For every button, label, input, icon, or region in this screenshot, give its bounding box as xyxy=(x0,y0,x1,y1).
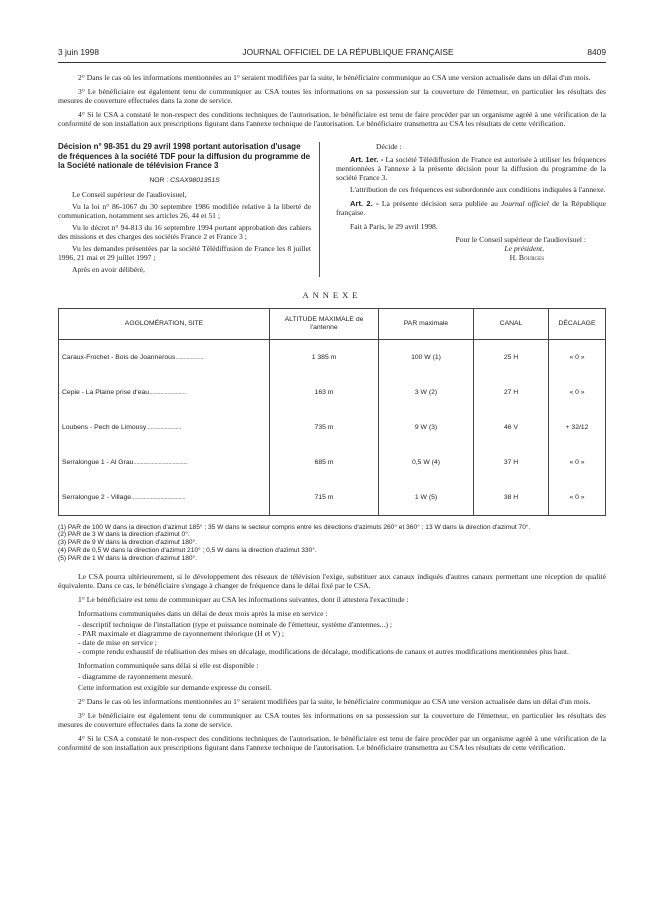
header-site: AGGLOMÉRATION, SITE xyxy=(59,308,270,339)
nor-value: CSAX9801351S xyxy=(170,176,220,184)
cell-par: 0,5 W (4) xyxy=(379,445,474,480)
top-paragraph: 4° Si le CSA a constaté le non-respect des conditions techniques de l'autorisation, le bénéficiaire est tenu de faire procéder par un organisme agréé à une vérification de la conformité de son installation aux prescriptions figurant dans l'annexe technique de l'autorisation. Le bénéficiaire transmettra au CSA les résultats de cette vérification. xyxy=(58,110,606,128)
cell-canal: 46 V xyxy=(474,410,549,445)
header-page-number: 8409 xyxy=(587,47,606,57)
footnote: (5) PAR de 1 W dans la direction d'azimut 180°. xyxy=(58,554,198,562)
nor-reference xyxy=(58,176,311,185)
decide-heading: Décide : xyxy=(376,142,402,151)
done-at: Fait à Paris, le 29 avril 1998. xyxy=(350,222,438,231)
decision-right-column xyxy=(336,142,606,277)
header-date: 3 juin 1998 xyxy=(58,47,99,57)
body-paragraph: Information communiquée sans délai si elle est disponible : xyxy=(78,661,259,671)
cell-decalage: « 0 » xyxy=(549,375,606,410)
article-2 xyxy=(336,199,606,217)
cell-decalage: « 0 » xyxy=(549,480,606,516)
cell-site: Serralongue 1 - Al Grau....................................... xyxy=(59,445,270,480)
cell-canal: 37 H xyxy=(474,445,549,480)
info-list xyxy=(58,620,606,656)
body-paragraph: 2° Dans le cas où les informations mentionnées au 1° seraient modifiées par la suite, le bénéficiaire communique au CSA une version actualisée dans un délai d'un mois. xyxy=(78,697,591,707)
header-canal: CANAL xyxy=(474,308,549,339)
cell-par: 1 W (5) xyxy=(379,480,474,516)
header-par: PAR maximale xyxy=(379,308,474,339)
signoff: Pour le Conseil supérieur de l'audiovisuel : xyxy=(455,235,586,244)
top-paragraph: 2° Dans le cas où les informations mentionnées au 1° seraient modifiées par la suite, le bénéficiaire communique au CSA une version actualisée dans un délai d'un mois. xyxy=(78,73,591,82)
body-paragraph: 1° Le bénéficiaire est tenu de communiquer au CSA les informations suivantes, dont il attestera l'exactitude : xyxy=(78,595,409,605)
header-altitude: ALTITUDE MAXIMALE de l'antenne xyxy=(270,308,379,339)
cell-altitude: 735 m xyxy=(270,410,379,445)
page-header xyxy=(58,48,606,60)
frequency-table xyxy=(58,308,606,516)
preamble-line: Vu les demandes présentées par la société Télédiffusion de France les 8 juillet 1996, 21 mai et 29 juillet 1997 ; xyxy=(58,243,311,262)
preamble-line: Vu la loi n° 86-1067 du 30 septembre 1986 modifiée relative à la liberté de communication, notamment ses articles 26, 44 et 51 ; xyxy=(58,201,311,220)
cell-site: Loubens - Pech de Limousy......................... xyxy=(59,410,270,445)
cell-decalage: « 0 » xyxy=(549,339,606,375)
list-item: - date de mise en service ; xyxy=(78,638,157,648)
cell-altitude: 163 m xyxy=(270,375,379,410)
body-paragraph: Cette information est exigible sur demande expresse du conseil. xyxy=(78,683,272,693)
body-paragraph: Informations communiquées dans un délai de deux mois après la mise en service : xyxy=(78,609,328,619)
table-row xyxy=(59,445,606,480)
article-1-label: Art. 1er. - xyxy=(350,155,384,164)
nor-label: NOR : xyxy=(149,176,169,184)
signer-role: Le président, xyxy=(504,244,544,253)
preamble-line: Après en avoir délibéré, xyxy=(72,264,145,274)
footnote: (2) PAR de 3 W dans la direction d'azimut 0°. xyxy=(58,531,190,539)
decision-columns xyxy=(58,142,606,277)
bottom-body xyxy=(58,572,606,752)
article-1-text-2: L'attribution de ces fréquences est subordonnée aux conditions indiquées à l'annexe. xyxy=(350,185,606,194)
top-paragraph: 3° Le bénéficiaire est également tenu de communiquer au CSA toutes les informations en sa possession sur la couverture de l'émetteur, en particulier les résultats des mesures de couverture effectuées dans la zone de service. xyxy=(58,87,606,105)
body-paragraph: 4° Si le CSA a constaté le non-respect des conditions techniques de l'autorisation, le bénéficiaire est tenu de faire procéder par un organisme agréé à une vérification de la conformité de son installation aux prescriptions figurant dans l'annexe technique de l'autorisation. Le bénéficiaire transmettra au CSA les résultats de cette vérification. xyxy=(58,734,606,753)
annexe-title: ANNEXE xyxy=(302,289,362,300)
cell-par: 100 W (1) xyxy=(379,339,474,375)
cell-altitude: 1 385 m xyxy=(270,339,379,375)
article-1 xyxy=(336,155,606,182)
signer-name: H. Bourges xyxy=(509,253,544,262)
journal-officiel-ref: Journal officiel xyxy=(501,199,549,208)
journal-page xyxy=(58,48,606,757)
header-decalage: DÉCALAGE xyxy=(549,308,606,339)
list-item: - diagramme de rayonnement mesuré. xyxy=(78,672,193,682)
list-item: - compte rendu exhaustif de réalisation des mises en décalage, modifications de décalage, modifications de canaux et autres modifications mentionnées plus haut. xyxy=(78,647,569,657)
header-title: JOURNAL OFFICIEL DE LA RÉPUBLIQUE FRANÇAISE xyxy=(242,47,454,57)
footnote: (4) PAR de 0,5 W dans la direction d'azimut 210° ; 0,5 W dans la direction d'azimut 330°. xyxy=(58,546,317,554)
article-2-text: La présente décision sera publiée au xyxy=(381,199,498,208)
article-2-text-end: de la République française. xyxy=(336,199,607,217)
header-rule xyxy=(58,62,606,63)
cell-altitude: 685 m xyxy=(270,445,379,480)
cell-canal: 38 H xyxy=(474,480,549,516)
preamble-line: Le Conseil supérieur de l'audiovisuel, xyxy=(72,189,187,199)
table-row xyxy=(59,339,606,375)
cell-altitude: 715 m xyxy=(270,480,379,516)
footnote: (1) PAR de 100 W dans la direction d'azimut 185° ; 35 W dans le secteur compris entre les directions d'azimuts 260° et 360° ; 13 W dans la direction d'azimut 70°. xyxy=(58,523,531,531)
info-list-2 xyxy=(58,672,606,681)
cell-decalage: + 32/12 xyxy=(549,410,606,445)
article-1-text: La société Télédiffusion de France est autorisée à utiliser les fréquences mentionnées à l'annexe à la présente décision pour la diffusion du programme de la société France 3. xyxy=(336,155,607,182)
cell-canal: 27 H xyxy=(474,375,549,410)
table-footnotes xyxy=(58,524,606,563)
table-row xyxy=(59,480,606,516)
preamble-line: Vu le décret n° 94-813 du 16 septembre 1994 portant approbation des cahiers des missions et des charges des sociétés France 2 et France 3 ; xyxy=(58,222,311,241)
cell-par: 3 W (2) xyxy=(379,375,474,410)
cell-site: Serralongue 2 - Village....................................... xyxy=(59,480,270,516)
cell-par: 9 W (3) xyxy=(379,410,474,445)
list-item: - PAR maximale et diagramme de rayonnement théorique (H et V) ; xyxy=(78,629,285,639)
footnote: (3) PAR de 9 W dans la direction d'azimut 180°. xyxy=(58,539,198,547)
cell-site: Caraux-Frochet - Bois de Joannerous.................... xyxy=(59,339,270,375)
decision-title: Décision n° 98-351 du 29 avril 1998 portant autorisation d'usage de fréquences à la société TDF pour la diffusion du programme de la Société nationale de télévision France 3 xyxy=(58,142,311,170)
table-header-row xyxy=(59,308,606,339)
body-paragraph: 3° Le bénéficiaire est également tenu de communiquer au CSA toutes les informations en sa possession sur la couverture de l'émetteur, en particulier les résultats des mesures de couverture effectuées dans la zone de service. xyxy=(58,711,606,730)
decision-left-column xyxy=(58,142,320,277)
article-2-label: Art. 2. - xyxy=(350,199,379,208)
table-row xyxy=(59,375,606,410)
table-row xyxy=(59,410,606,445)
cell-decalage: « 0 » xyxy=(549,445,606,480)
top-paragraphs xyxy=(58,73,606,128)
list-item: - descriptif technique de l'installation (type et puissance nominale de l'émetteur, système d'antennes...) ; xyxy=(78,620,392,630)
cell-canal: 25 H xyxy=(474,339,549,375)
body-paragraph: Le CSA pourra ultérieurement, si le développement des réseaux de télévision l'exige, substituer aux canaux indiqués d'autres canaux permettant une réception de qualité équivalente. Dans ce cas, le bénéficiaire s'engage à changer de fréquence dans le délai fixé par le CSA. xyxy=(58,572,606,591)
cell-site: Cepie - La Plaine prise d'eau........................... xyxy=(59,375,270,410)
